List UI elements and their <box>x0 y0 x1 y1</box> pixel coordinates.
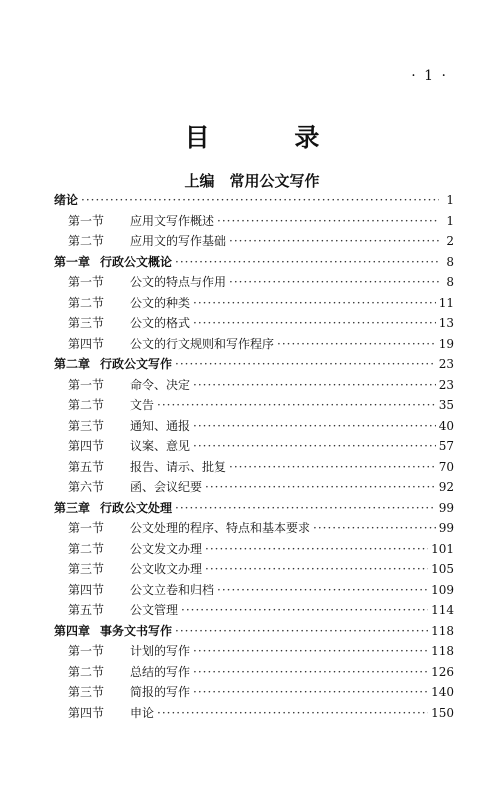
section-title: 文告 <box>130 398 155 412</box>
toc-chapter-entry[interactable] <box>54 354 454 375</box>
toc-section-entry[interactable] <box>54 662 454 683</box>
toc-section-entry[interactable] <box>54 375 454 396</box>
toc-entry-label <box>68 682 190 703</box>
toc-page-number: 92 <box>438 480 454 494</box>
dot-leader <box>181 600 428 621</box>
toc-page-number: 11 <box>438 295 454 310</box>
chapter-title: 行政公文概论 <box>100 254 173 269</box>
dot-leader <box>175 498 436 519</box>
toc-page-number: 105 <box>431 562 454 576</box>
toc-entry-label <box>68 580 214 601</box>
chapter-title: 行政公文处理 <box>100 500 173 515</box>
section-number: 第四节 <box>68 582 105 597</box>
toc-section-entry[interactable] <box>54 416 454 437</box>
dot-leader <box>193 375 436 396</box>
toc-section-entry[interactable] <box>54 395 454 416</box>
dot-leader <box>217 580 428 601</box>
section-number: 第三节 <box>68 316 105 330</box>
toc-page-number: 118 <box>431 623 454 638</box>
toc-entry-label <box>68 231 226 252</box>
toc-entry-label <box>68 211 214 232</box>
toc-page-number: 99 <box>438 500 454 515</box>
toc-entry-label <box>68 600 178 621</box>
toc-page-number: 1 <box>446 193 454 207</box>
section-number: 第二节 <box>68 398 105 412</box>
dot-leader <box>175 354 436 375</box>
dot-leader <box>157 703 428 724</box>
toc-entry-label <box>68 641 190 662</box>
section-title: 公文处理的程序、特点和基本要求 <box>130 521 311 535</box>
chapter-number: 第一章 <box>54 254 91 269</box>
toc-section-entry[interactable] <box>54 641 454 662</box>
toc-page-number: 2 <box>446 234 454 248</box>
chapter-title: 事务文书写作 <box>100 623 173 638</box>
section-title: 公文的种类 <box>130 295 191 310</box>
toc-page-number: 109 <box>431 582 454 597</box>
dot-leader <box>193 641 428 662</box>
toc-page-number: 35 <box>438 398 454 412</box>
toc-section-entry[interactable] <box>54 293 454 314</box>
toc-page-number: 13 <box>438 316 454 330</box>
toc-entry-label <box>54 498 172 519</box>
toc-section-entry[interactable] <box>54 272 454 293</box>
dot-leader <box>193 682 428 703</box>
toc-section-entry[interactable] <box>54 436 454 457</box>
section-title: 应用文的写作基础 <box>130 234 227 248</box>
dot-leader <box>229 231 439 252</box>
section-title: 公文的格式 <box>130 316 191 330</box>
toc-chapter-entry[interactable] <box>54 252 454 273</box>
toc-entry-label <box>68 272 226 293</box>
section-number: 第五节 <box>68 459 105 474</box>
toc-page-number: 118 <box>431 644 454 658</box>
toc-entry-label <box>68 457 226 478</box>
section-title: 公文立卷和归档 <box>130 582 215 597</box>
section-title: 议案、意见 <box>130 439 191 453</box>
section-number: 第四节 <box>68 439 105 453</box>
toc-section-entry[interactable] <box>54 334 454 355</box>
toc-page-number: 19 <box>438 336 454 351</box>
dot-leader <box>229 272 439 293</box>
section-title: 公文的特点与作用 <box>130 275 227 289</box>
section-title: 计划的写作 <box>130 644 191 658</box>
section-title: 公文发文办理 <box>130 541 203 556</box>
dot-leader <box>277 334 436 355</box>
toc-section-entry[interactable] <box>54 580 454 601</box>
section-title: 函、会议纪要 <box>130 480 203 494</box>
toc-section-entry[interactable] <box>54 703 454 724</box>
page-number: · 1 · <box>411 68 448 84</box>
section-number: 第三节 <box>68 685 105 699</box>
toc-entry-label <box>68 662 190 683</box>
toc-entry-label <box>68 313 190 334</box>
dot-leader <box>193 662 428 683</box>
chapter-title: 绪论 <box>54 193 79 207</box>
section-number: 第三节 <box>68 418 105 433</box>
toc-entry-label <box>68 518 310 539</box>
toc-page-number: 23 <box>438 377 454 392</box>
dot-leader <box>193 436 436 457</box>
toc-page-number: 1 <box>446 213 454 228</box>
toc-entry-label <box>68 559 202 580</box>
section-title: 申论 <box>130 705 155 720</box>
toc-section-entry[interactable] <box>54 539 454 560</box>
section-title: 简报的写作 <box>130 685 191 699</box>
section-number: 第二节 <box>68 541 105 556</box>
section-number: 第六节 <box>68 480 105 494</box>
toc-section-entry[interactable] <box>54 559 454 580</box>
toc-entry-label <box>68 477 202 498</box>
section-number: 第五节 <box>68 603 105 617</box>
dot-leader <box>205 539 428 560</box>
dot-leader <box>175 252 439 273</box>
toc-page-number: 140 <box>431 685 454 699</box>
section-title: 命令、决定 <box>130 377 191 392</box>
toc-section-entry[interactable] <box>54 682 454 703</box>
toc-entry-label <box>68 539 202 560</box>
dot-leader <box>229 457 436 478</box>
dot-leader <box>205 559 428 580</box>
toc-chapter-entry[interactable] <box>54 498 454 519</box>
toc-entry-label <box>54 354 172 375</box>
chapter-title: 行政公文写作 <box>100 357 173 371</box>
toc-page-number: 101 <box>431 541 454 556</box>
dot-leader <box>157 395 436 416</box>
toc-section-entry[interactable] <box>54 211 454 232</box>
page-title: 目 录 <box>184 123 358 152</box>
section-title: 通知、通报 <box>130 418 191 433</box>
chapter-number: 第四章 <box>54 623 91 638</box>
toc-entry-label <box>68 334 274 355</box>
section-number: 第三节 <box>68 562 105 576</box>
toc-entry-label <box>54 621 172 642</box>
toc-page-number: 70 <box>438 459 454 474</box>
table-of-contents <box>54 190 454 723</box>
toc-entry-label <box>68 436 190 457</box>
dot-leader <box>193 416 436 437</box>
toc-page-number: 8 <box>446 275 454 289</box>
toc-page-number: 23 <box>438 357 454 371</box>
section-number: 第一节 <box>68 521 105 535</box>
section-title: 总结的写作 <box>130 664 191 679</box>
section-number: 第一节 <box>68 644 105 658</box>
dot-leader <box>175 621 428 642</box>
toc-entry-label <box>68 416 190 437</box>
dot-leader <box>313 518 436 539</box>
toc-page-number: 40 <box>438 418 454 433</box>
section-title: 公文的行文规则和写作程序 <box>130 336 275 351</box>
toc-section-entry[interactable] <box>54 231 454 252</box>
section-number: 第二节 <box>68 664 105 679</box>
dot-leader <box>217 211 439 232</box>
toc-page-number: 99 <box>438 521 454 535</box>
toc-page-number: 150 <box>431 705 454 720</box>
chapter-number: 第二章 <box>54 357 91 371</box>
section-number: 第四节 <box>68 336 105 351</box>
dot-leader <box>193 293 436 314</box>
toc-entry-label <box>54 190 78 211</box>
toc-page-number: 114 <box>431 603 454 617</box>
toc-section-entry[interactable] <box>54 457 454 478</box>
section-title: 公文管理 <box>130 603 179 617</box>
dot-leader <box>81 190 439 211</box>
section-title: 报告、请示、批复 <box>130 459 227 474</box>
toc-entry-label <box>68 293 190 314</box>
toc-entry-label <box>54 252 172 273</box>
toc-section-entry[interactable] <box>54 518 454 539</box>
toc-section-entry[interactable] <box>54 313 454 334</box>
section-number: 第一节 <box>68 377 105 392</box>
section-number: 第一节 <box>68 275 105 289</box>
section-number: 第二节 <box>68 295 105 310</box>
section-number: 第四节 <box>68 705 105 720</box>
toc-entry-label <box>68 395 154 416</box>
toc-page-number: 8 <box>446 254 454 269</box>
toc-chapter-entry[interactable] <box>54 190 454 211</box>
toc-entry-label <box>68 375 190 396</box>
section-number: 第二节 <box>68 234 105 248</box>
toc-section-entry[interactable] <box>54 477 454 498</box>
section-number: 第一节 <box>68 213 105 228</box>
section-title: 公文收文办理 <box>130 562 203 576</box>
toc-entry-label <box>68 703 154 724</box>
section-title: 应用文写作概述 <box>130 213 215 228</box>
dot-leader <box>205 477 436 498</box>
toc-chapter-entry[interactable] <box>54 621 454 642</box>
toc-page-number: 57 <box>438 439 454 453</box>
part-title: 上编 常用公文写作 <box>184 172 320 190</box>
dot-leader <box>193 313 436 334</box>
toc-section-entry[interactable] <box>54 600 454 621</box>
chapter-number: 第三章 <box>54 500 91 515</box>
toc-page-number: 126 <box>431 664 454 679</box>
